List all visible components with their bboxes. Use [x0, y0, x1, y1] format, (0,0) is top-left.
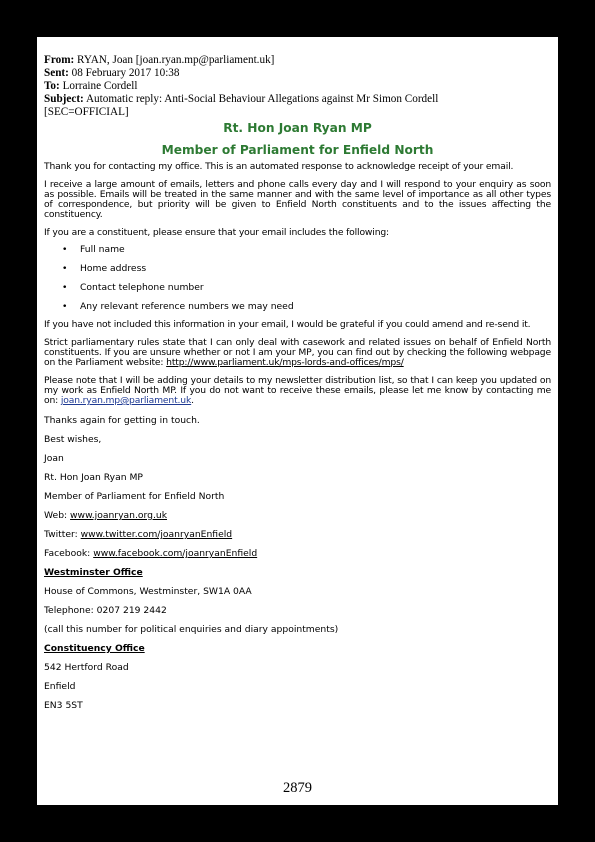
- sent-line: Sent: 08 February 2017 10:38: [44, 67, 180, 79]
- page-number: 2879: [283, 780, 312, 796]
- from-value: RYAN, Joan [joan.ryan.mp@parliament.uk]: [77, 54, 275, 66]
- twitter-link[interactable]: www.twitter.com/joanryanEnfield: [80, 529, 233, 540]
- constituency-postcode: EN3 5ST: [44, 700, 83, 711]
- facebook-link[interactable]: www.facebook.com/joanryanEnfield: [93, 548, 258, 559]
- constituency-address-line1: 542 Hertford Road: [44, 662, 129, 673]
- thanks-line: Thanks again for getting in touch.: [44, 415, 200, 426]
- westminster-office-heading: Westminster Office: [44, 567, 143, 578]
- paragraph-volume: I receive a large amount of emails, letters and phone calls every day and I will respond to your enquiry as soon as possible. Emails will be treated in the same manner and with the same level of importance as all other types of correspondence, but priority will be given to Enfield North constituents and to the issues affecting the constituency.: [44, 179, 551, 220]
- subject-line: Subject: Automatic reply: Anti-Social Behaviour Allegations against Mr Simon Cordell: [44, 93, 439, 105]
- westminster-telephone: Telephone: 0207 219 2442: [44, 605, 167, 616]
- twitter-line: Twitter: www.twitter.com/joanryanEnfield: [44, 529, 233, 540]
- paragraph-ack: Thank you for contacting my office. This is an automated response to acknowledge receipt of your email.: [44, 161, 514, 172]
- paragraph-constituent: If you are a constituent, please ensure that your email includes the following:: [44, 227, 389, 238]
- signature-block: [44, 415, 551, 711]
- email-header: [44, 54, 551, 119]
- paragraph-rules: Strict parliamentary rules state that I can only deal with casework and related issues on behalf of Enfield North constituents. If you are unsure whether or not I am your MP, you can find out by checking the following webpage on the Parliament website: http://www.parliament.uk/mps-lords-and-offices/mps/: [44, 337, 551, 368]
- web-line: Web: www.joanryan.org.uk: [44, 510, 168, 521]
- list-item: • Home address: [80, 263, 551, 274]
- constituency-address-line2: Enfield: [44, 681, 76, 692]
- list-item: • Contact telephone number: [80, 282, 551, 293]
- signer-full-name: Rt. Hon Joan Ryan MP: [44, 472, 143, 483]
- classification: [SEC=OFFICIAL]: [44, 106, 129, 118]
- facebook-line: Facebook: www.facebook.com/joanryanEnfield: [44, 548, 258, 559]
- email-body: [44, 162, 551, 711]
- westminster-address: House of Commons, Westminster, SW1A 0AA: [44, 586, 252, 597]
- signer-role: Member of Parliament for Enfield North: [44, 491, 225, 502]
- website-link[interactable]: www.joanryan.org.uk: [70, 510, 168, 521]
- to-line: To: Lorraine Cordell: [44, 80, 138, 92]
- constituency-office-heading: Constituency Office: [44, 643, 145, 654]
- subject-value: Automatic reply: Anti-Social Behaviour Allegations against Mr Simon Cordell: [85, 93, 439, 105]
- paragraph-resend: If you have not included this information in your email, I would be grateful if you could amend and re-send it.: [44, 319, 531, 330]
- email-link[interactable]: joan.ryan.mp@parliament.uk: [60, 395, 192, 406]
- list-item: • Any relevant reference numbers we may need: [80, 301, 551, 312]
- document-page: [37, 37, 558, 805]
- required-info-list: [44, 244, 551, 312]
- to-value: Lorraine Cordell: [62, 80, 138, 92]
- westminster-note: (call this number for political enquiries and diary appointments): [44, 624, 339, 635]
- closing-line: Best wishes,: [44, 434, 102, 445]
- mp-role-title: Member of Parliament for Enfield North: [161, 143, 434, 157]
- mp-title: Rt. Hon Joan Ryan MP: [223, 121, 372, 135]
- from-line: From: RYAN, Joan [joan.ryan.mp@parliament.uk]: [44, 54, 275, 66]
- paragraph-newsletter: Please note that I will be adding your details to my newsletter distribution list, so that I can keep you updated on my work as Enfield North MP. If you do not want to receive these emails, please let me know by contacting me on: joan.ryan.mp@parliament.uk.: [44, 375, 551, 406]
- list-item: • Full name: [80, 244, 551, 255]
- signer-name: Joan: [44, 453, 64, 464]
- parliament-mps-link[interactable]: http://www.parliament.uk/mps-lords-and-offices/mps/: [166, 357, 404, 368]
- sent-value: 08 February 2017 10:38: [71, 67, 180, 79]
